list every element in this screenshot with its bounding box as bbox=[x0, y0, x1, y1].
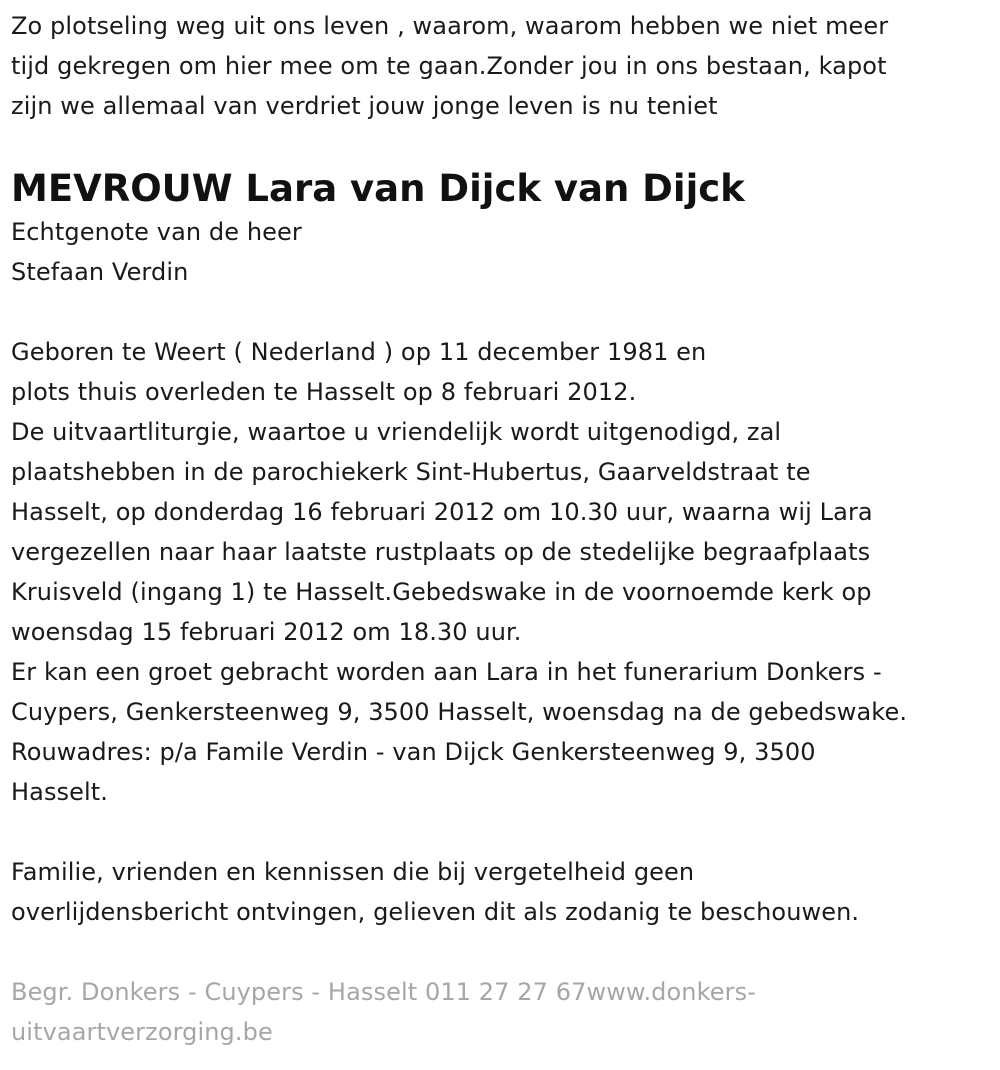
closing-note: Familie, vrienden en kennissen die bij vergetelheid geen overlijdensbericht ontvingen, gelieven dit als zodanig te beschouwen. bbox=[11, 858, 860, 926]
spouse-line-1: Echtgenote van de heer bbox=[11, 218, 302, 246]
spouse-block bbox=[11, 212, 988, 292]
spouse-line-2: Stefaan Verdin bbox=[11, 258, 189, 286]
deceased-name: MEVROUW Lara van Dijck van Dijck bbox=[11, 167, 745, 210]
memorial-verse: Zo plotseling weg uit ons leven , waarom, waarom hebben we niet meer tijd gekregen om hier mee om te gaan.Zonder jou in ons bestaan, kapot zijn we allemaal van verdriet jouw jonge leven is nu teniet bbox=[11, 12, 889, 120]
spacer bbox=[11, 292, 988, 332]
funeral-home-footer: Begr. Donkers - Cuypers - Hasselt 011 27 27 67www.donkers- uitvaartverzorging.be bbox=[11, 978, 756, 1046]
spacer bbox=[11, 812, 988, 852]
funeral-details: Geboren te Weert ( Nederland ) op 11 december 1981 en plots thuis overleden te Hasselt op 8 februari 2012. De uitvaartliturgie, waartoe u vriendelijk wordt uitgenodigd, zal plaatshebben in de parochiekerk Sint-Hubertus, Gaarveldstraat te Hasselt, op donderdag 16 februari 2012 om 10.30 uur, waarna wij Lara vergezellen naar haar laatste rustplaats op de stedelijke begraafplaats Kruisveld (ingang 1) te Hasselt.Gebedswake in de voornoemde kerk op woensdag 15 februari 2012 om 18.30 uur. Er kan een groet gebracht worden aan Lara in het funerarium Donkers - Cuypers, Genkersteenweg 9, 3500 Hasselt, woensdag na de gebedswake. Rouwadres: p/a Famile Verdin - van Dijck Genkersteenweg 9, 3500 Hasselt. bbox=[11, 338, 908, 806]
